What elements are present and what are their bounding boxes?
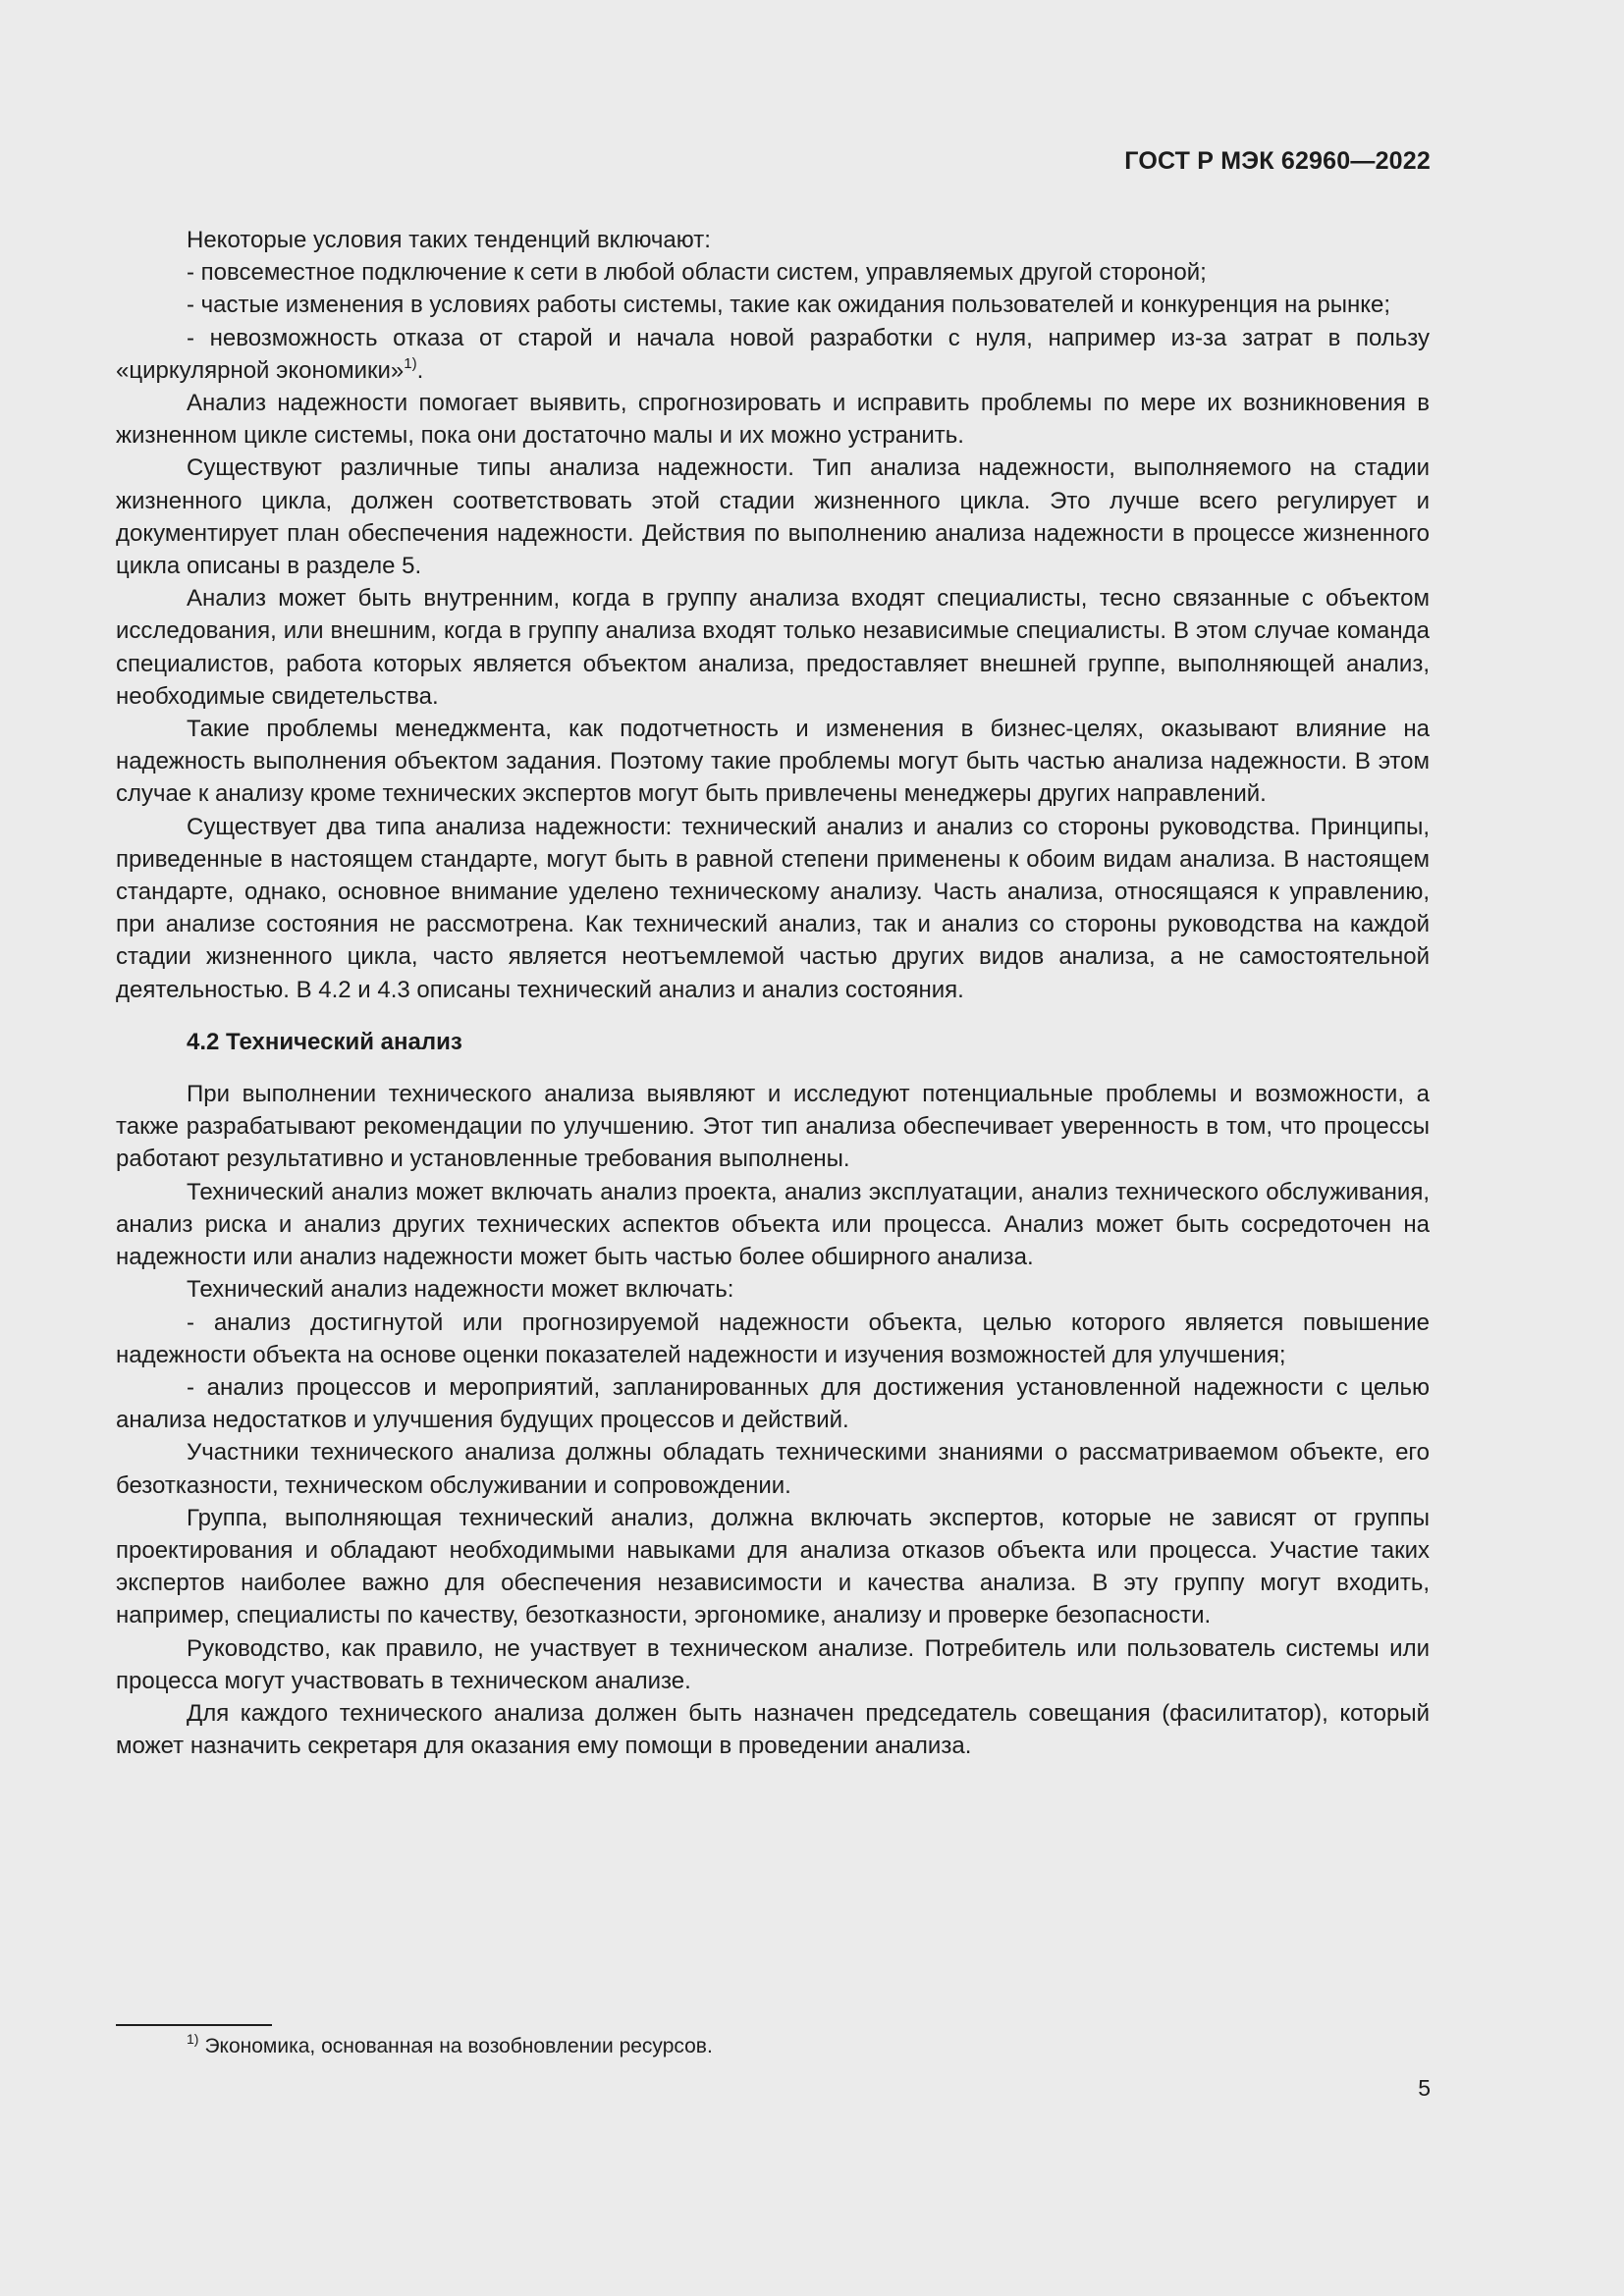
paragraph-text: Участники технического анализа должны обладать техническими знаниями о рассматриваемом объекте, его безотказности, техническом обслуживании и сопровождении. <box>116 1439 1430 1499</box>
paragraph-text: При выполнении технического анализа выявляют и исследуют потенциальные проблемы и возможности, а также разрабатывают рекомендации по улучшению. Этот тип анализа обеспечивает уверенность в том, что процессы работают результативно и установленные требования выполнены. <box>116 1081 1430 1173</box>
footnote <box>187 2033 713 2060</box>
paragraph-text: Для каждого технического анализа должен быть назначен председатель совещания (фасилитатор), который может назначить секретаря для оказания ему помощи в проведении анализа. <box>116 1699 1430 1760</box>
paragraph <box>116 1307 1430 1371</box>
footnote-separator <box>116 2024 272 2026</box>
paragraph-text: Руководство, как правило, не участвует в техническом анализе. Потребитель или пользователь системы или процесса могут участвовать в техническом анализе. <box>116 1634 1430 1694</box>
paragraph-text: Группа, выполняющая технический анализ, должна включать экспертов, которые не зависят от группы проектирования и обладают необходимыми навыками для анализа отказов объекта или процесса. Участие таких экспертов наиболее важно для обеспечения независимости и качества анализа. В эту группу могут входить, например, специалисты по качеству, безотказности, эргономике, анализу и проверке безопасности. <box>116 1504 1430 1629</box>
paragraph-text: Технический анализ надежности может включать: <box>187 1276 734 1304</box>
page-number: 5 <box>1418 2075 1431 2101</box>
paragraph <box>116 289 1430 321</box>
footnote-text: Экономика, основанная на возобновлении ресурсов. <box>204 2035 713 2057</box>
paragraph <box>116 452 1430 582</box>
paragraph-text: Технический анализ может включать анализ проекта, анализ эксплуатации, анализ технического обслуживания, анализ риска и анализ других технических аспектов объекта или процесса. Анализ может быть сосредоточен на надежности или анализ надежности может быть частью более обширного анализа. <box>116 1178 1430 1271</box>
footnote-reference[interactable]: 1) <box>404 354 417 372</box>
paragraph-text: - невозможность отказа от старой и начала новой разработки с нуля, например из-за затрат в пользу «циркулярной экономики» <box>116 324 1430 384</box>
paragraph <box>116 1632 1430 1697</box>
paragraph-text: Такие проблемы менеджмента, как подотчетность и изменения в бизнес-целях, оказывают влияние на надежность выполнения объектом задания. Поэтому такие проблемы могут быть частью анализа надежности. В этом случае к анализу кроме технических экспертов могут быть привлечены менеджеры других направлений. <box>116 716 1430 808</box>
paragraph-text: 4.2 Технический анализ <box>187 1028 462 1055</box>
paragraph-text: - частые изменения в условиях работы системы, такие как ожидания пользователей и конкуренция на рынке; <box>187 292 1391 319</box>
paragraph <box>116 387 1430 452</box>
paragraph-text: - анализ процессов и мероприятий, запланированных для достижения установленной надежности с целью анализа недостатков и улучшения будущих процессов и действий. <box>116 1373 1430 1434</box>
paragraph-text: Некоторые условия таких тенденций включают: <box>187 227 711 253</box>
paragraph <box>116 1371 1430 1436</box>
paragraph-text: Существуют различные типы анализа надежности. Тип анализа надежности, выполняемого на стадии жизненного цикла, должен соответствовать этой стадии жизненного цикла. Это лучше всего регулирует и документирует план обеспечения надежности. Действия по выполнению анализа надежности в процессе жизненного цикла описаны в разделе 5. <box>116 454 1430 580</box>
section-heading <box>116 1026 1430 1058</box>
paragraph-text-tail: . <box>416 356 424 384</box>
document-header-id: ГОСТ Р МЭК 62960—2022 <box>1124 147 1431 175</box>
paragraph <box>116 224 1430 256</box>
paragraph <box>116 256 1430 289</box>
document-body <box>116 224 1430 1762</box>
paragraph <box>116 322 1430 387</box>
paragraph <box>116 1273 1430 1306</box>
paragraph-text: Анализ может быть внутренним, когда в группу анализа входят специалисты, тесно связанные с объектом исследования, или внешним, когда в группу анализа входят только независимые специалисты. В этом случае команда специалистов, работа которых является объектом анализа, предоставляет внешней группе, выполняющей анализ, необходимые свидетельства. <box>116 585 1430 710</box>
paragraph <box>116 713 1430 811</box>
paragraph <box>116 1502 1430 1632</box>
paragraph <box>116 1697 1430 1762</box>
paragraph-text: - повсеместное подключение к сети в любой области систем, управляемых другой стороной; <box>187 259 1207 287</box>
footnote-marker: 1) <box>187 2031 199 2047</box>
paragraph <box>116 1176 1430 1274</box>
paragraph <box>116 582 1430 713</box>
paragraph-text: Анализ надежности помогает выявить, спрогнозировать и исправить проблемы по мере их возникновения в жизненном цикле системы, пока они достаточно малы и их можно устранить. <box>116 390 1430 450</box>
paragraph-text: - анализ достигнутой или прогнозируемой надежности объекта, целью которого является повышение надежности объекта на основе оценки показателей надежности и изучения возможностей для улучшения; <box>116 1308 1430 1368</box>
paragraph-text: Существует два типа анализа надежности: технический анализ и анализ со стороны руководства. Принципы, приведенные в настоящем стандарте, могут быть в равной степени применены к обоим видам анализа. В настоящем стандарте, однако, основное внимание уделено техническому анализу. Часть анализа, относящаяся к управлению, при анализе состояния не рассмотрена. Как технический анализ, так и анализ со стороны руководства на каждой стадии жизненного цикла, часто является неотъемлемой частью других видов анализа, а не самостоятельной деятельностью. В 4.2 и 4.3 описаны технический анализ и анализ состояния. <box>116 813 1430 1003</box>
paragraph <box>116 1078 1430 1176</box>
paragraph <box>116 1436 1430 1501</box>
paragraph <box>116 811 1430 1006</box>
